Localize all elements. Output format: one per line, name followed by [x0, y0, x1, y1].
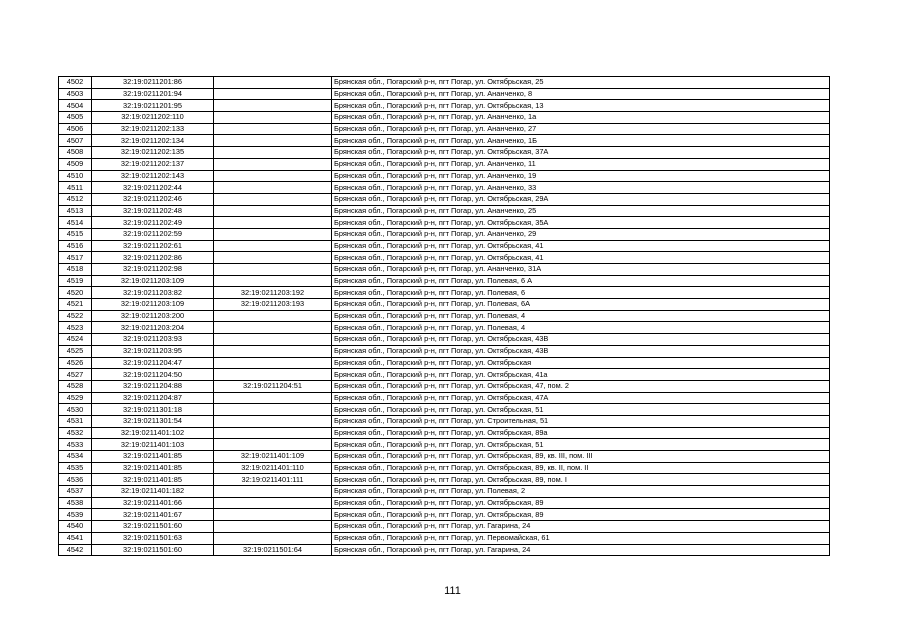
address-cell: Брянская обл., Погарский р-н, пгт Погар, ул. Ананченко, 31А: [332, 264, 830, 276]
address-cell: Брянская обл., Погарский р-н, пгт Погар, ул. Ананченко, 19: [332, 170, 830, 182]
cadastral-number-cell: 32:19:0211202:133: [92, 123, 214, 135]
related-cadastral-cell: [214, 357, 332, 369]
row-number-cell: 4511: [59, 182, 92, 194]
cadastral-number-cell: 32:19:0211204:87: [92, 392, 214, 404]
address-cell: Брянская обл., Погарский р-н, пгт Погар, ул. Ананченко, 29: [332, 228, 830, 240]
address-cell: Брянская обл., Погарский р-н, пгт Погар, ул. Октябрьская, 89: [332, 509, 830, 521]
related-cadastral-cell: [214, 310, 332, 322]
table-row: [59, 345, 830, 357]
table-row: [59, 310, 830, 322]
address-cell: Брянская обл., Погарский р-н, пгт Погар, ул. Ананченко, 11: [332, 158, 830, 170]
address-cell: Брянская обл., Погарский р-н, пгт Погар, ул. Октябрьская, 89, пом. I: [332, 474, 830, 486]
address-cell: Брянская обл., Погарский р-н, пгт Погар, ул. Ананченко, 8: [332, 88, 830, 100]
related-cadastral-cell: [214, 252, 332, 264]
related-cadastral-cell: [214, 369, 332, 381]
row-number-cell: 4536: [59, 474, 92, 486]
row-number-cell: 4527: [59, 369, 92, 381]
related-cadastral-cell: 32:19:0211203:193: [214, 299, 332, 311]
related-cadastral-cell: [214, 123, 332, 135]
address-cell: Брянская обл., Погарский р-н, пгт Погар, ул. Ананченко, 27: [332, 123, 830, 135]
cadastral-number-cell: 32:19:0211203:109: [92, 275, 214, 287]
table-row: [59, 544, 830, 556]
related-cadastral-cell: [214, 404, 332, 416]
address-cell: Брянская обл., Погарский р-н, пгт Погар, ул. Октябрьская, 37А: [332, 147, 830, 159]
address-cell: Брянская обл., Погарский р-н, пгт Погар, ул. Октябрьская, 47, пом. 2: [332, 380, 830, 392]
table-row: [59, 521, 830, 533]
related-cadastral-cell: [214, 532, 332, 544]
cadastral-number-cell: 32:19:0211202:46: [92, 193, 214, 205]
table-body: [59, 77, 830, 556]
related-cadastral-cell: [214, 240, 332, 252]
related-cadastral-cell: 32:19:0211401:111: [214, 474, 332, 486]
table-row: [59, 509, 830, 521]
row-number-cell: 4516: [59, 240, 92, 252]
address-cell: Брянская обл., Погарский р-н, пгт Погар, ул. Октябрьская, 89, кв. II, пом. II: [332, 462, 830, 474]
related-cadastral-cell: [214, 135, 332, 147]
row-number-cell: 4502: [59, 77, 92, 89]
row-number-cell: 4526: [59, 357, 92, 369]
cadastral-number-cell: 32:19:0211401:67: [92, 509, 214, 521]
cadastral-number-cell: 32:19:0211202:143: [92, 170, 214, 182]
address-cell: Брянская обл., Погарский р-н, пгт Погар, ул. Октябрьская, 29А: [332, 193, 830, 205]
row-number-cell: 4538: [59, 497, 92, 509]
related-cadastral-cell: [214, 439, 332, 451]
related-cadastral-cell: 32:19:0211204:51: [214, 380, 332, 392]
related-cadastral-cell: 32:19:0211401:109: [214, 451, 332, 463]
related-cadastral-cell: [214, 345, 332, 357]
related-cadastral-cell: [214, 112, 332, 124]
related-cadastral-cell: [214, 486, 332, 498]
cadastral-number-cell: 32:19:0211501:60: [92, 521, 214, 533]
cadastral-number-cell: 32:19:0211204:88: [92, 380, 214, 392]
cadastral-number-cell: 32:19:0211401:182: [92, 486, 214, 498]
address-cell: Брянская обл., Погарский р-н, пгт Погар, ул. Октябрьская, 41: [332, 240, 830, 252]
table-row: [59, 299, 830, 311]
related-cadastral-cell: [214, 427, 332, 439]
table-row: [59, 451, 830, 463]
table-row: [59, 287, 830, 299]
cadastral-number-cell: 32:19:0211203:95: [92, 345, 214, 357]
cadastral-number-cell: 32:19:0211501:60: [92, 544, 214, 556]
address-cell: Брянская обл., Погарский р-н, пгт Погар, ул. Полевая, 6 А: [332, 275, 830, 287]
address-cell: Брянская обл., Погарский р-н, пгт Погар, ул. Полевая, 4: [332, 322, 830, 334]
table-row: [59, 486, 830, 498]
row-number-cell: 4531: [59, 415, 92, 427]
row-number-cell: 4537: [59, 486, 92, 498]
row-number-cell: 4522: [59, 310, 92, 322]
row-number-cell: 4506: [59, 123, 92, 135]
cadastral-number-cell: 32:19:0211202:137: [92, 158, 214, 170]
table-row: [59, 462, 830, 474]
table-row: [59, 439, 830, 451]
row-number-cell: 4512: [59, 193, 92, 205]
row-number-cell: 4509: [59, 158, 92, 170]
row-number-cell: 4520: [59, 287, 92, 299]
table-row: [59, 217, 830, 229]
address-cell: Брянская обл., Погарский р-н, пгт Погар, ул. Октябрьская, 43В: [332, 334, 830, 346]
cadastral-number-cell: 32:19:0211401:103: [92, 439, 214, 451]
cadastral-number-cell: 32:19:0211201:95: [92, 100, 214, 112]
related-cadastral-cell: [214, 77, 332, 89]
related-cadastral-cell: [214, 100, 332, 112]
row-number-cell: 4504: [59, 100, 92, 112]
related-cadastral-cell: [214, 334, 332, 346]
address-cell: Брянская обл., Погарский р-н, пгт Погар, ул. Ананченко, 1Б: [332, 135, 830, 147]
related-cadastral-cell: 32:19:0211203:192: [214, 287, 332, 299]
table-row: [59, 427, 830, 439]
row-number-cell: 4508: [59, 147, 92, 159]
row-number-cell: 4534: [59, 451, 92, 463]
table-row: [59, 474, 830, 486]
address-cell: Брянская обл., Погарский р-н, пгт Погар, ул. Строительная, 51: [332, 415, 830, 427]
cadastral-number-cell: 32:19:0211201:86: [92, 77, 214, 89]
related-cadastral-cell: [214, 193, 332, 205]
cadastral-number-cell: 32:19:0211203:200: [92, 310, 214, 322]
row-number-cell: 4518: [59, 264, 92, 276]
row-number-cell: 4503: [59, 88, 92, 100]
table-row: [59, 158, 830, 170]
cadastral-number-cell: 32:19:0211401:85: [92, 451, 214, 463]
related-cadastral-cell: [214, 392, 332, 404]
cadastral-number-cell: 32:19:0211203:109: [92, 299, 214, 311]
related-cadastral-cell: [214, 147, 332, 159]
related-cadastral-cell: [214, 264, 332, 276]
address-cell: Брянская обл., Погарский р-н, пгт Погар, ул. Октябрьская, 47А: [332, 392, 830, 404]
cadastral-number-cell: 32:19:0211501:63: [92, 532, 214, 544]
address-cell: Брянская обл., Погарский р-н, пгт Погар, ул. Ананченко, 1а: [332, 112, 830, 124]
table-row: [59, 112, 830, 124]
table-row: [59, 182, 830, 194]
address-cell: Брянская обл., Погарский р-н, пгт Погар, ул. Октябрьская, 43В: [332, 345, 830, 357]
table-row: [59, 532, 830, 544]
cadastral-number-cell: 32:19:0211203:204: [92, 322, 214, 334]
table-row: [59, 252, 830, 264]
address-cell: Брянская обл., Погарский р-н, пгт Погар, ул. Первомайская, 61: [332, 532, 830, 544]
related-cadastral-cell: [214, 275, 332, 287]
table-row: [59, 170, 830, 182]
address-cell: Брянская обл., Погарский р-н, пгт Погар, ул. Гагарина, 24: [332, 544, 830, 556]
address-cell: Брянская обл., Погарский р-н, пгт Погар, ул. Октябрьская, 51: [332, 439, 830, 451]
table-row: [59, 497, 830, 509]
row-number-cell: 4510: [59, 170, 92, 182]
cadastral-number-cell: 32:19:0211301:18: [92, 404, 214, 416]
table-row: [59, 264, 830, 276]
address-cell: Брянская обл., Погарский р-н, пгт Погар, ул. Полевая, 4: [332, 310, 830, 322]
row-number-cell: 4540: [59, 521, 92, 533]
address-cell: Брянская обл., Погарский р-н, пгт Погар, ул. Октябрьская, 13: [332, 100, 830, 112]
table-row: [59, 77, 830, 89]
address-cell: Брянская обл., Погарский р-н, пгт Погар, ул. Октябрьская, 89а: [332, 427, 830, 439]
cadastral-number-cell: 32:19:0211204:50: [92, 369, 214, 381]
cadastral-number-cell: 32:19:0211202:48: [92, 205, 214, 217]
row-number-cell: 4515: [59, 228, 92, 240]
cadastral-number-cell: 32:19:0211201:94: [92, 88, 214, 100]
related-cadastral-cell: [214, 228, 332, 240]
row-number-cell: 4535: [59, 462, 92, 474]
address-cell: Брянская обл., Погарский р-н, пгт Погар, ул. Гагарина, 24: [332, 521, 830, 533]
row-number-cell: 4521: [59, 299, 92, 311]
row-number-cell: 4519: [59, 275, 92, 287]
row-number-cell: 4517: [59, 252, 92, 264]
cadastral-number-cell: 32:19:0211202:61: [92, 240, 214, 252]
cadastral-number-cell: 32:19:0211401:102: [92, 427, 214, 439]
related-cadastral-cell: [214, 217, 332, 229]
related-cadastral-cell: 32:19:0211501:64: [214, 544, 332, 556]
address-cell: Брянская обл., Погарский р-н, пгт Погар, ул. Октябрьская: [332, 357, 830, 369]
address-cell: Брянская обл., Погарский р-н, пгт Погар, ул. Ананченко, 33: [332, 182, 830, 194]
address-cell: Брянская обл., Погарский р-н, пгт Погар, ул. Октябрьская, 25: [332, 77, 830, 89]
table-row: [59, 123, 830, 135]
related-cadastral-cell: [214, 521, 332, 533]
row-number-cell: 4505: [59, 112, 92, 124]
related-cadastral-cell: [214, 497, 332, 509]
cadastral-number-cell: 32:19:0211202:49: [92, 217, 214, 229]
related-cadastral-cell: [214, 205, 332, 217]
address-cell: Брянская обл., Погарский р-н, пгт Погар, ул. Октябрьская, 35А: [332, 217, 830, 229]
table-row: [59, 404, 830, 416]
cadastral-number-cell: 32:19:0211203:82: [92, 287, 214, 299]
table-row: [59, 392, 830, 404]
cadastral-number-cell: 32:19:0211401:85: [92, 462, 214, 474]
row-number-cell: 4532: [59, 427, 92, 439]
related-cadastral-cell: [214, 170, 332, 182]
address-cell: Брянская обл., Погарский р-н, пгт Погар, ул. Ананченко, 25: [332, 205, 830, 217]
row-number-cell: 4533: [59, 439, 92, 451]
row-number-cell: 4541: [59, 532, 92, 544]
cadastral-number-cell: 32:19:0211202:134: [92, 135, 214, 147]
cadastral-number-cell: 32:19:0211202:110: [92, 112, 214, 124]
table-row: [59, 147, 830, 159]
table-row: [59, 100, 830, 112]
table-row: [59, 205, 830, 217]
table-row: [59, 240, 830, 252]
address-cell: Брянская обл., Погарский р-н, пгт Погар, ул. Полевая, 6: [332, 287, 830, 299]
table-row: [59, 369, 830, 381]
table-row: [59, 415, 830, 427]
row-number-cell: 4539: [59, 509, 92, 521]
cadastral-number-cell: 32:19:0211203:93: [92, 334, 214, 346]
row-number-cell: 4542: [59, 544, 92, 556]
address-cell: Брянская обл., Погарский р-н, пгт Погар, ул. Октябрьская, 41: [332, 252, 830, 264]
address-cell: Брянская обл., Погарский р-н, пгт Погар, ул. Октябрьская, 41а: [332, 369, 830, 381]
table-row: [59, 334, 830, 346]
related-cadastral-cell: [214, 415, 332, 427]
row-number-cell: 4507: [59, 135, 92, 147]
table-row: [59, 275, 830, 287]
address-cell: Брянская обл., Погарский р-н, пгт Погар, ул. Полевая, 2: [332, 486, 830, 498]
table-row: [59, 228, 830, 240]
row-number-cell: 4530: [59, 404, 92, 416]
row-number-cell: 4525: [59, 345, 92, 357]
row-number-cell: 4523: [59, 322, 92, 334]
row-number-cell: 4514: [59, 217, 92, 229]
cadastral-number-cell: 32:19:0211202:44: [92, 182, 214, 194]
property-table: [58, 76, 830, 556]
cadastral-number-cell: 32:19:0211202:135: [92, 147, 214, 159]
page-number: 111: [444, 585, 461, 597]
related-cadastral-cell: [214, 322, 332, 334]
related-cadastral-cell: 32:19:0211401:110: [214, 462, 332, 474]
address-cell: Брянская обл., Погарский р-н, пгт Погар, ул. Октябрьская, 89, кв. III, пом. III: [332, 451, 830, 463]
table-row: [59, 193, 830, 205]
address-cell: Брянская обл., Погарский р-н, пгт Погар, ул. Октябрьская, 51: [332, 404, 830, 416]
related-cadastral-cell: [214, 158, 332, 170]
address-cell: Брянская обл., Погарский р-н, пгт Погар, ул. Октябрьская, 89: [332, 497, 830, 509]
cadastral-number-cell: 32:19:0211401:85: [92, 474, 214, 486]
related-cadastral-cell: [214, 509, 332, 521]
cadastral-number-cell: 32:19:0211202:98: [92, 264, 214, 276]
table-row: [59, 322, 830, 334]
cadastral-number-cell: 32:19:0211401:66: [92, 497, 214, 509]
table-row: [59, 135, 830, 147]
cadastral-number-cell: 32:19:0211202:86: [92, 252, 214, 264]
address-cell: Брянская обл., Погарский р-н, пгт Погар, ул. Полевая, 6А: [332, 299, 830, 311]
row-number-cell: 4513: [59, 205, 92, 217]
cadastral-number-cell: 32:19:0211202:59: [92, 228, 214, 240]
related-cadastral-cell: [214, 88, 332, 100]
row-number-cell: 4529: [59, 392, 92, 404]
table-row: [59, 357, 830, 369]
row-number-cell: 4524: [59, 334, 92, 346]
row-number-cell: 4528: [59, 380, 92, 392]
table-row: [59, 88, 830, 100]
cadastral-number-cell: 32:19:0211301:54: [92, 415, 214, 427]
related-cadastral-cell: [214, 182, 332, 194]
cadastral-number-cell: 32:19:0211204:47: [92, 357, 214, 369]
table-row: [59, 380, 830, 392]
